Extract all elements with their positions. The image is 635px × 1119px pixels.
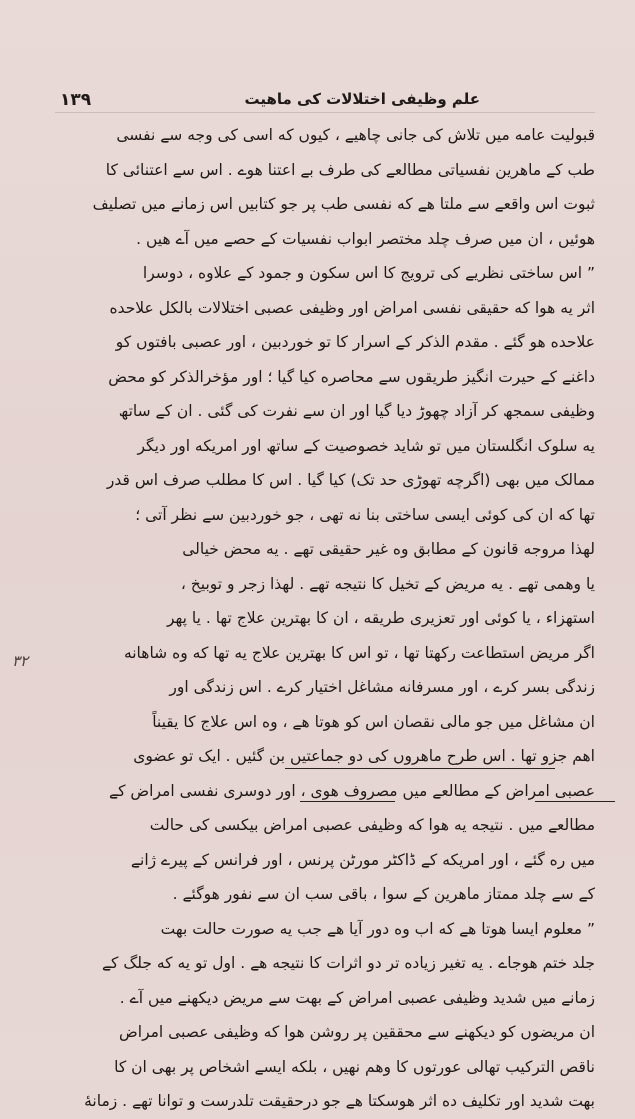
text-line: ” معلوم ایسا هوتا هے که اب وه دور آیا هے جب یه صورت حالت بهت — [160, 919, 595, 938]
text-line: یه سلوک انگلستان میں تو شاید خصوصیت کے ساتھ اور امریکه اور دیگر — [137, 436, 595, 455]
text-line: لهذا مروجه قانون کے مطابق وه غیر حقیقی تھے . یه محض خیالی — [182, 540, 595, 558]
text-line: وظیفی سمجھ کر آزاد چھوڑ دیا گیا اور ان سے نفرت کی گئی . ان کے ساتھ — [118, 402, 595, 420]
header-rule — [55, 112, 595, 113]
body-text — [50, 118, 595, 1119]
text-line: ناقص الترکیب تهالی عورتوں کا وهم نهیں ، بلکه ایسے اشخاص پر بھی ان کا — [114, 1057, 595, 1076]
text-line: علاحده هو گئے . مقدم الذکر کے اسرار کا تو خوردبین ، اور عصبی بافتوں کو — [115, 333, 595, 351]
text-line: ان مریضوں کو دیکھنے سے محققین پر روشن هوا که وظیفی عصبی امراض — [119, 1023, 595, 1041]
text-line: داغنے کے حیرت انگیز طریقوں سے محاصره کیا گیا ؛ اور مؤخرالذکر کو محض — [108, 367, 595, 386]
text-line: ” اس ساختی نظریے کی ترویج کا اس سکون و جمود کے علاوه ، دوسرا — [142, 264, 595, 282]
text-line: میں ره گئے ، اور امریکه کے ڈاکٹر مورٹن پرنس ، اور فرانس کے پیرے ژانے — [130, 850, 595, 869]
pencil-underline — [300, 801, 395, 802]
text-line: تھا که ان کی کوئی ایسی ساختی بنا نه تھی ، جو خوردبین سے نظر آتی ؛ — [135, 505, 595, 524]
text-line: بهت شدید اور تکلیف ده اثر هوسکتا هے جو درحقیقت تلدرست و توانا تھے . زمانهٔ — [84, 1092, 595, 1110]
text-line: ممالک میں بھی (اگرچه تھوڑی حد تک) کیا گیا . اس کا مطلب صرف اس قدر — [106, 471, 595, 489]
text-line: ثبوت اس واقعے سے ملتا هے که نفسی طب پر جو کتابیں اس زمانے میں تصلیف — [92, 195, 595, 213]
pencil-underline — [535, 801, 615, 802]
text-line: مطالعے میں . نتیجه یه هوا که وظیفی عصبی امراض بیکسی کی حالت — [149, 816, 595, 834]
text-line: اگر مریض استطاعت رکھتا تھا ، تو اس کا بهترین علاج یه تھا که وه شاهانه — [123, 643, 595, 662]
text-line: زمانے میں شدید وظیفی عصبی امراض کے بهت سے مریض دیکھنے میں آے . — [119, 988, 595, 1007]
text-line: عصبی امراض کے مطالعے میں مصروف هوی ، اور دوسری نفسی امراض کے — [109, 781, 595, 800]
page-header — [60, 90, 580, 114]
text-line: هوئیں ، ان میں صرف چلد مختصر ابواب نفسیات کے حصے میں آے هیں . — [136, 229, 595, 248]
margin-annotation: ٣٢ — [12, 652, 29, 670]
text-line: اهم جزو تھا . اس طرح ماهروں کی دو جماعتیں بن گئیں . ایک تو عضوی — [133, 747, 595, 765]
text-line: طب کے ماهرین نفسیاتی مطالعے کی طرف بے اعتنا هوے . اس سے اعتنائی کا — [105, 160, 595, 179]
text-line: یا وهمی تھے . یه مریض کے تخیل کا نتیجه تھے . لهذا زجر و توبیخ ، — [180, 574, 595, 593]
pencil-underline — [285, 768, 555, 769]
text-line: کے سے چلد ممتاز ماهرین کے سوا ، باقی سب ان سے نفور هوگئے . — [172, 885, 595, 903]
text-line: زندگی بسر کرے ، اور مسرفانه مشاغل اختیار کرے . اس زندگی اور — [169, 678, 595, 696]
text-line: جلد ختم هوجاے . یه تغیر زیاده تر دو اثرات کا نتیجه هے . اول تو یه که جلگ کے — [101, 954, 595, 972]
text-line: قبولیت عامه میں تلاش کی جانی چاهیے ، کیوں که اسی کی وجه سے نفسی — [116, 126, 595, 144]
text-line: ان مشاغل میں جو مالی نقصان اس کو هوتا هے ، وه اس علاج کا یقیناً — [152, 712, 595, 731]
text-line: استهزاء ، یا کوئی اور تعزیری طریقه ، ان کا بهترین علاج تھا . یا پھر — [166, 609, 595, 627]
text-line: اثر یه هوا که حقیقی نفسی امراض اور وظیفی عصبی اختلالات بالکل علاحده — [109, 298, 595, 317]
page-number: ١٣٩ — [60, 90, 92, 110]
running-head: علم وظیفی اختلالات کی ماهیت — [244, 90, 480, 108]
